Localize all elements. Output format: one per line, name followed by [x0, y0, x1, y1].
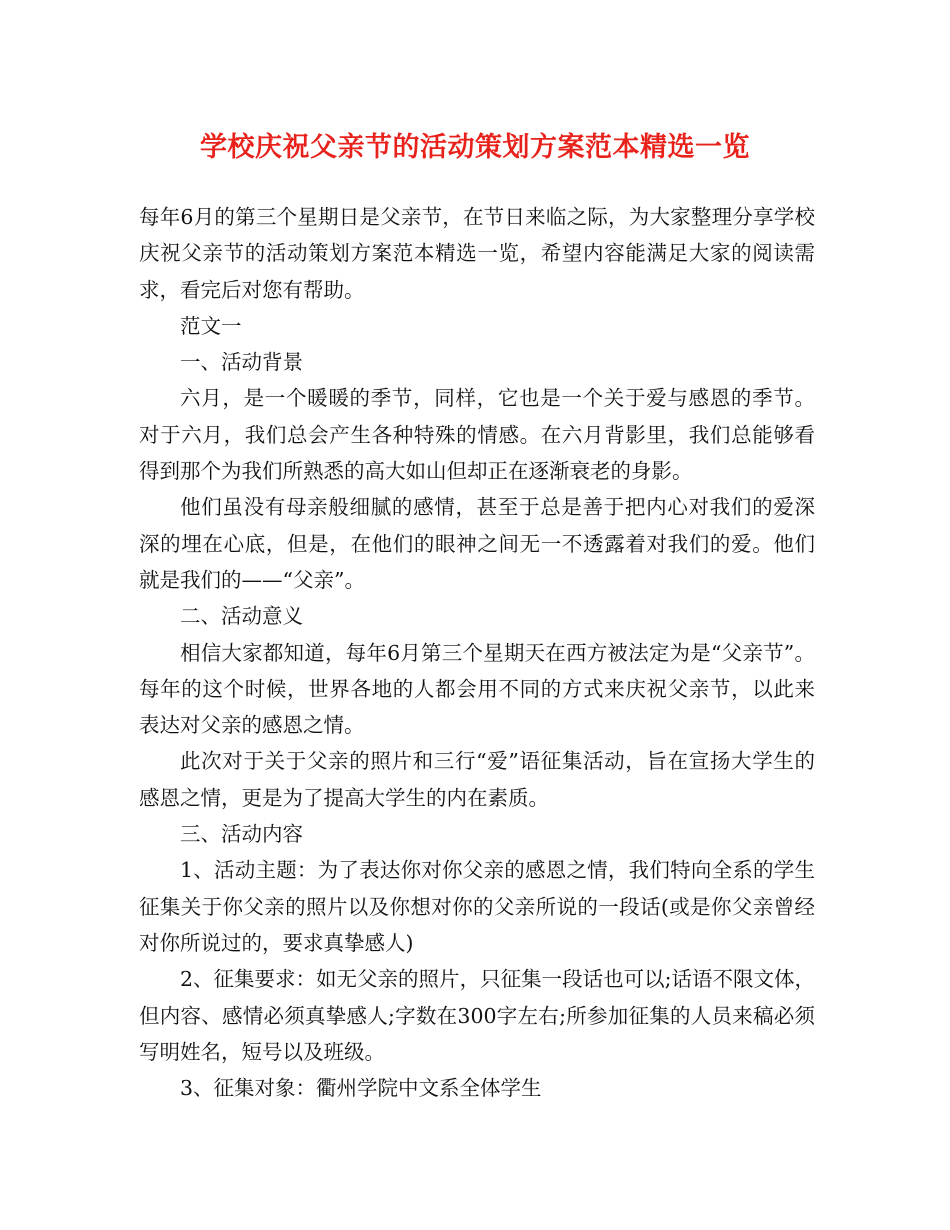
section-heading-content: 三、活动内容 [180, 822, 303, 847]
sample-heading: 范文一 [180, 313, 242, 338]
item-requirements: 2、征集要求：如无父亲的照片，只征集一段话也可以;话语不限文体，但内容、感情必须真挚感人;字数在300字左右;所参加征集的人员来稿必须写明姓名，短号以及班级。 [139, 967, 815, 1064]
paragraph-fathers-day: 相信大家都知道，每年6月第三个星期天在西方被法定为是“父亲节”。每年的这个时候，世界各地的人都会用不同的方式来庆祝父亲节，以此来表达对父亲的感恩之情。 [139, 640, 815, 738]
section-heading-background: 一、活动背景 [180, 350, 303, 375]
paragraph-activity-purpose: 此次对于关于父亲的照片和三行“爱”语征集活动，旨在宣扬大学生的感恩之情，更是为了提高大学生的内在素质。 [139, 749, 815, 810]
paragraph-fathers: 他们虽没有母亲般细腻的感情，甚至于总是善于把内心对我们的爱深深的埋在心底，但是，在他们的眼神之间无一不透露着对我们的爱。他们就是我们的——“父亲”。 [139, 495, 815, 592]
item-target: 3、征集对象：衢州学院中文系全体学生 [180, 1076, 542, 1101]
document-title: 学校庆祝父亲节的活动策划方案范本精选一览 [200, 132, 750, 163]
section-heading-significance: 二、活动意义 [180, 604, 303, 629]
document-body [139, 199, 815, 1106]
intro-paragraph: 每年6月的第三个星期日是父亲节，在节日来临之际，为大家整理分享学校庆祝父亲节的活动策划方案范本精选一览，希望内容能满足大家的阅读需求，看完后对您有帮助。 [139, 205, 815, 302]
item-theme: 1、活动主题：为了表达你对你父亲的感恩之情，我们特向全系的学生征集关于你父亲的照片以及你想对你的父亲所说的一段话(或是你父亲曾经对你所说过的，要求真挚感人) [139, 858, 815, 955]
paragraph-june: 六月，是一个暖暖的季节，同样，它也是一个关于爱与感恩的季节。对于六月，我们总会产生各种特殊的情感。在六月背影里，我们总能够看得到那个为我们所熟悉的高大如山但却正在逐渐衰老的身影。 [139, 386, 815, 484]
